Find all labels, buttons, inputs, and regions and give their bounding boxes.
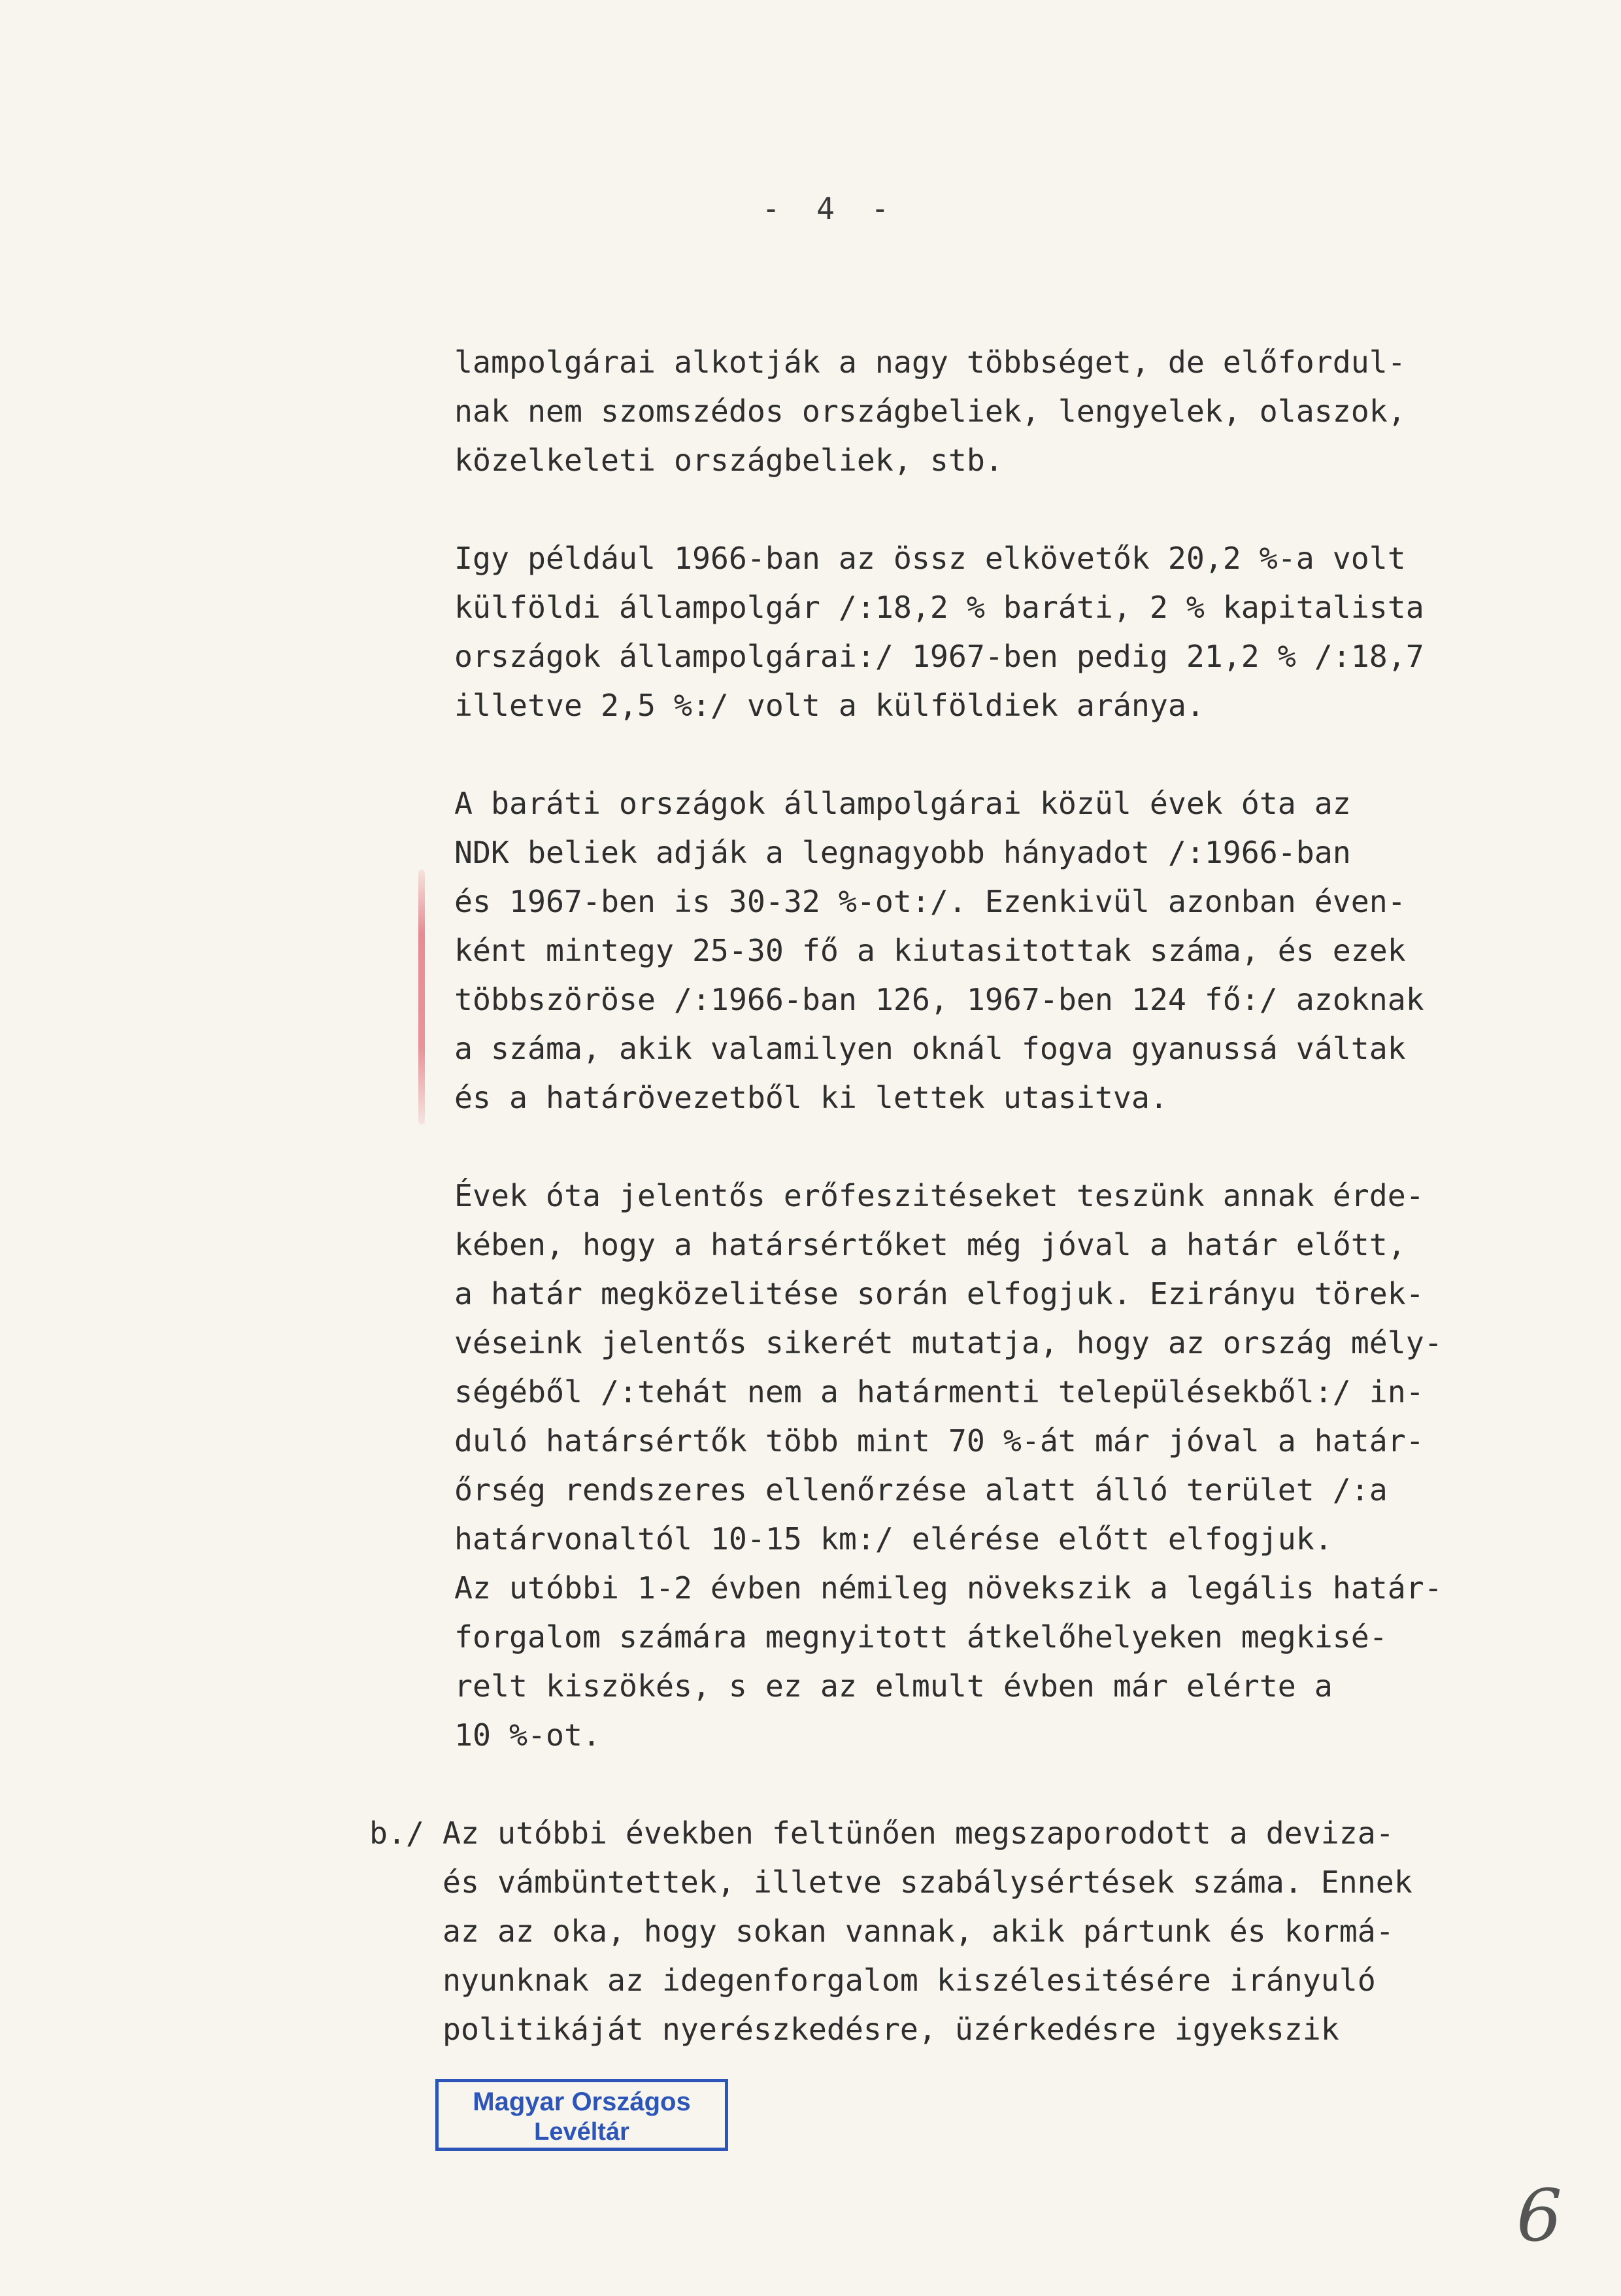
text-line: és a határövezetből ki lettek utasitva.: [454, 1080, 1168, 1115]
text-line: és 1967-ben is 30-32 %-ot:/. Ezenkivül azonban éven-: [454, 884, 1406, 919]
text-line: határvonaltól 10-15 km:/ elérése előtt elfogjuk.: [454, 1521, 1333, 1557]
text-line: politikáját nyerészkedésre, üzérkedésre igyekszik: [369, 2012, 1339, 2047]
text-line: a száma, akik valamilyen oknál fogva gyanussá váltak: [454, 1031, 1406, 1066]
paragraph-5: [369, 1809, 1441, 2054]
text-line: b./ Az utóbbi években feltünően megszaporodott a deviza-: [369, 1815, 1394, 1851]
red-margin-mark: [418, 869, 425, 1124]
text-line: lampolgárai alkotják a nagy többséget, de előfordul-: [454, 345, 1406, 380]
text-line: 10 %-ot.: [454, 1717, 601, 1753]
text-line: forgalom számára megnyitott átkelőhelyeken megkisé-: [454, 1619, 1388, 1655]
text-line: Évek óta jelentős erőfeszitéseket teszünk annak érde-: [454, 1178, 1424, 1213]
text-line: külföldi állampolgár /:18,2 % baráti, 2 % kapitalista: [454, 590, 1424, 625]
paragraph-4: [454, 1172, 1526, 1760]
text-line: az az oka, hogy sokan vannak, akik pártunk és kormá-: [369, 1914, 1394, 1949]
paragraph-1: [454, 338, 1526, 485]
text-line: ként mintegy 25-30 fő a kiutasitottak száma, és ezek: [454, 933, 1406, 968]
paragraph-2: [454, 534, 1526, 730]
paragraph-3: [454, 779, 1526, 1123]
archive-stamp: [435, 2079, 728, 2151]
text-line: kében, hogy a határsértőket még jóval a határ előtt,: [454, 1227, 1406, 1262]
handwritten-page-mark: 6: [1516, 2174, 1562, 2257]
stamp-text-line2: Levéltár: [534, 2118, 629, 2146]
text-line: Az utóbbi 1-2 évben némileg növekszik a legális határ-: [454, 1570, 1443, 1606]
text-line: a határ megközelitése során elfogjuk. Ezirányu törek-: [454, 1276, 1424, 1311]
page-number: - 4 -: [761, 191, 899, 226]
text-line: A baráti országok állampolgárai közül évek óta az: [454, 786, 1351, 821]
text-line: országok állampolgárai:/ 1967-ben pedig 21,2 % /:18,7: [454, 639, 1424, 674]
text-line: nyunknak az idegenforgalom kiszélesitésére irányuló: [369, 1963, 1376, 1998]
text-line: közelkeleti országbeliek, stb.: [454, 443, 1003, 478]
text-line: nak nem szomszédos országbeliek, lengyelek, olaszok,: [454, 394, 1406, 429]
text-line: ségéből /:tehát nem a határmenti településekből:/ in-: [454, 1374, 1424, 1410]
text-line: illetve 2,5 %:/ volt a külföldiek aránya.: [454, 688, 1205, 723]
text-line: duló határsértők több mint 70 %-át már jóval a határ-: [454, 1423, 1424, 1459]
text-line: és vámbüntettek, illetve szabálysértések száma. Ennek: [369, 1865, 1412, 1900]
text-line: véseink jelentős sikerét mutatja, hogy az ország mély-: [454, 1325, 1443, 1360]
stamp-text-line1: Magyar Országos: [473, 2087, 691, 2116]
text-line: őrség rendszeres ellenőrzése alatt álló terület /:a: [454, 1472, 1388, 1508]
text-line: relt kiszökés, s ez az elmult évben már elérte a: [454, 1668, 1333, 1704]
text-line: Igy például 1966-ban az össz elkövetők 20,2 %-a volt: [454, 541, 1406, 576]
text-line: NDK beliek adják a legnagyobb hányadot /:1966-ban: [454, 835, 1351, 870]
text-line: többszöröse /:1966-ban 126, 1967-ben 124 fő:/ azoknak: [454, 982, 1424, 1017]
